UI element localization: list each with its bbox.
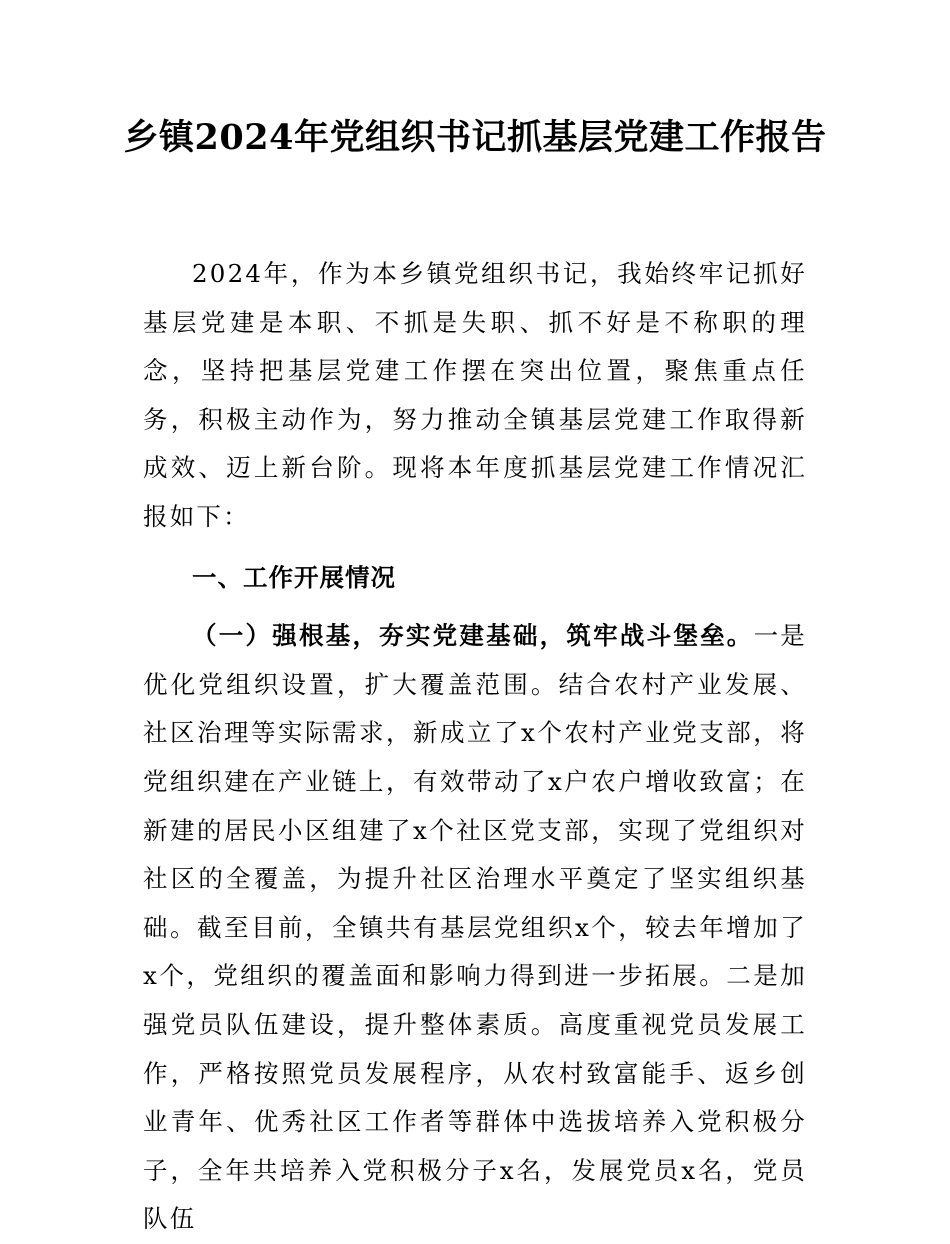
- section-heading: 一、工作开展情况: [192, 562, 396, 592]
- intro-paragraph: 2024年，作为本乡镇党组织书记，我始终牢记抓好基层党建是本职、不抓是失职、抓不好是不称职的理念，坚持把基层党建工作摆在突出位置，聚焦重点任务，积极主动作为，努力推动全镇基层党建工作取得新成效、迈上新台阶。现将本年度抓基层党建工作情况汇报如下：: [143, 259, 807, 531]
- subsection-lead: （一）强根基，夯实党建基础，筑牢战斗堡垒。: [192, 621, 754, 651]
- document-body: [143, 250, 807, 1244]
- subsection-paragraph: [143, 612, 807, 1244]
- subsection-text: 一是优化党组织设置，扩大覆盖范围。结合农村产业发展、社区治理等实际需求，新成立了x个农村产业党支部，将党组织建在产业链上，有效带动了x户农户增收致富；在新建的居民小区组建了x个社区党支部，实现了党组织对社区的全覆盖，为提升社区治理水平奠定了坚实组织基础。截至目前，全镇共有基层党组织x个，较去年增加了x个，党组织的覆盖面和影响力得到进一步拓展。二是加强党员队伍建设，提升整体素质。高度重视党员发展工作，严格按照党员发展程序，从农村致富能手、返乡创业青年、优秀社区工作者等群体中选拔培养入党积极分子，全年共培养入党积极分子x名，发展党员x名，党员队伍: [143, 621, 808, 1234]
- document-title: 乡镇2024年党组织书记抓基层党建工作报告: [123, 117, 827, 158]
